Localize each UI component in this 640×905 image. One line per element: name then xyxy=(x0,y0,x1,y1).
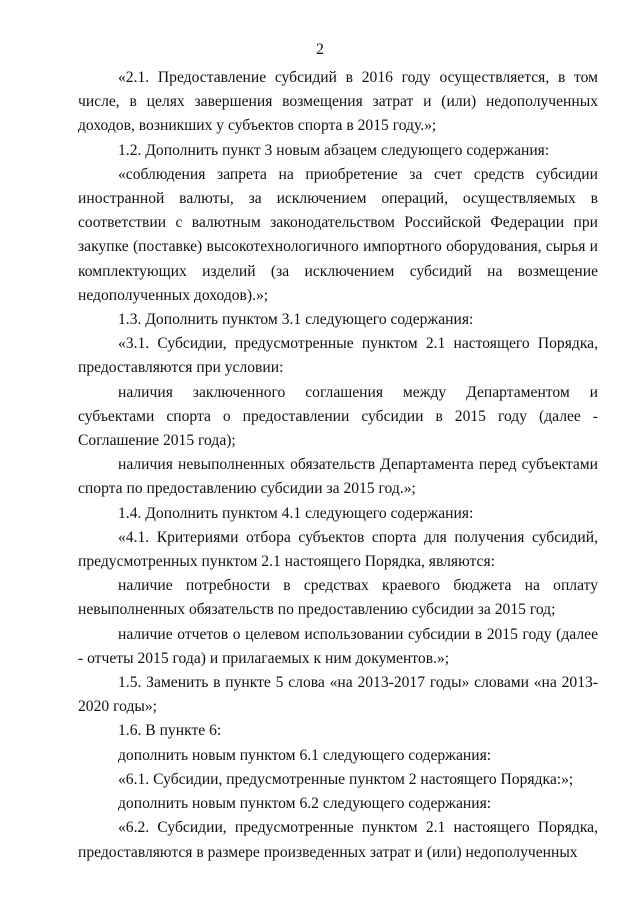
paragraph-add-6-2: дополнить новым пунктом 6.2 следующего содержания: xyxy=(118,795,492,813)
paragraph-3-1-quote: «3.1. Субсидии, предусмотренные пунктом 2.1 настоящего Порядка, предоставляются при условии: xyxy=(78,335,598,377)
paragraph-add-6-1: дополнить новым пунктом 6.1 следующего содержания: xyxy=(118,746,492,764)
paragraph-4-1-quote: «4.1. Критериями отбора субъектов спорта для получения субсидий, предусмотренных пунктом 2.1 настоящего Порядка, являются: xyxy=(78,528,598,571)
document-body xyxy=(78,66,598,865)
paragraph-2-1-quote: «2.1. Предоставление субсидий в 2016 году осуществляется, в том числе, в целях завершения возмещения затрат и (или) недополученных доходов, возникших у субъектов спорта в 2015 году.»; xyxy=(78,69,598,135)
paragraph-ban-foreign-currency: «соблюдения запрета на приобретение за счет средств субсидии иностранной валюты, за исключением операций, осуществляемых в соответствии с валютным законодательством Российской Федерации при закупке (поставке) высокотехнологичного импортного оборудования, сырья и комплектующих изделий (за исключением субсидий на возмещение недополученных доходов).»; xyxy=(78,165,598,304)
paragraph-1-4: 1.4. Дополнить пунктом 4.1 следующего содержания: xyxy=(118,504,474,522)
paragraph-6-2-quote: «6.2. Субсидии, предусмотренные пунктом 2.1 настоящего Порядка, предоставляются в размере произведенных затрат и (или) недополученных xyxy=(78,819,598,861)
paragraph-condition-obligations: наличия невыполненных обязательств Департамента перед субъектами спорта по предоставлению субсидии за 2015 год.»; xyxy=(78,456,598,498)
paragraph-criteria-reports: наличие отчетов о целевом использовании субсидии в 2015 году (далее - отчеты 2015 года) и прилагаемых к ним документов.»; xyxy=(78,625,598,667)
paragraph-6-1-quote: «6.1. Субсидии, предусмотренные пунктом 2 настоящего Порядка:»; xyxy=(118,770,574,788)
paragraph-criteria-budget-need: наличие потребности в средствах краевого бюджета на оплату невыполненных обязательств по предоставлению субсидии за 2015 год; xyxy=(78,577,598,619)
paragraph-condition-agreement: наличия заключенного соглашения между Департаментом и субъектами спорта о предоставлении субсидии в 2015 году (далее - Соглашение 2015 года); xyxy=(78,383,598,450)
paragraph-1-2: 1.2. Дополнить пункт 3 новым абзацем следующего содержания: xyxy=(118,141,550,159)
paragraph-1-6: 1.6. В пункте 6: xyxy=(118,722,222,740)
page-number: 2 xyxy=(316,41,324,58)
paragraph-1-3: 1.3. Дополнить пунктом 3.1 следующего содержания: xyxy=(118,311,474,329)
paragraph-1-5: 1.5. Заменить в пункте 5 слова «на 2013-2017 годы» словами «на 2013-2020 годы»; xyxy=(78,674,598,716)
